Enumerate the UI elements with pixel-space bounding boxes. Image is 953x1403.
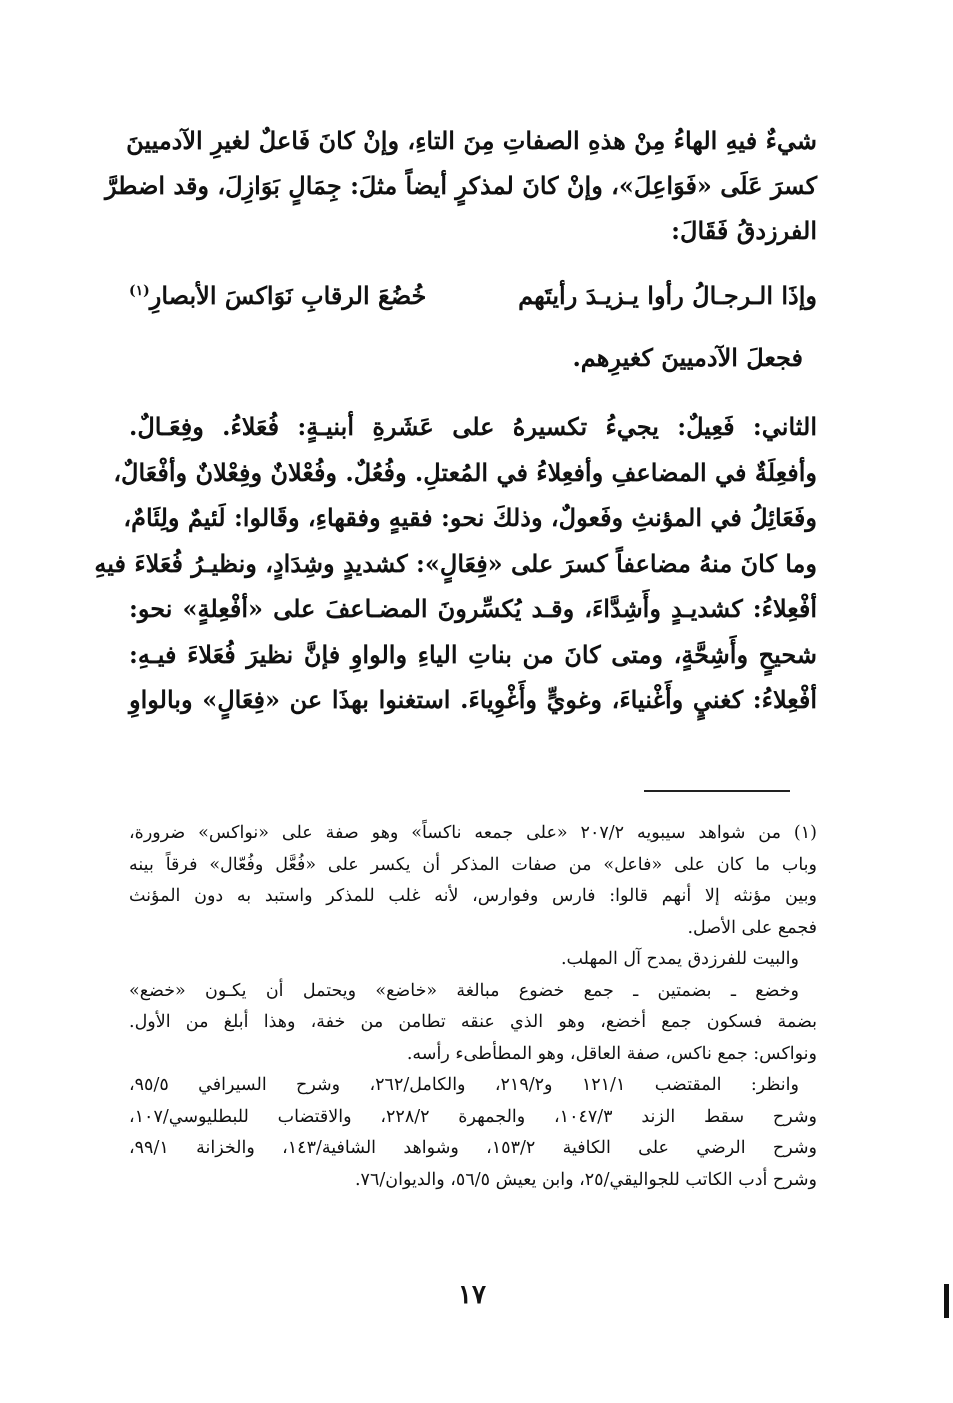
text-line: وما كانَ منهُ مضاعفاً كسرَ على «فِعَالٍ»: كشديدٍ وشِدَادٍ، ونظيـرُ فُعَلاءَ فيهِ [94, 548, 817, 578]
verse-comment: فجعلَ الآدميينَ كغيرِهم. [572, 343, 803, 372]
text-line: أفْعِلاءُ: كغنيٍ وأَغْنياءَ، وغويٍّ وأَغْوِياءَ. استغنوا بهذَا عن «فِعَالٍ» وبالواوِ [129, 685, 817, 714]
footnote-line: وشرح سقط الزند ١٠٤٧/٣، والجمهرة ٢٢٨/٢، والاقتضاب للبطليوسي/١٠٧، [129, 1106, 818, 1127]
footnote-line: بضمة فسكون جمع أخضع، وهو الذي عنقه تطامن من خفة، وهذا أبلغ من الأول. [129, 1012, 817, 1032]
page-number: ١٧ [458, 1280, 486, 1310]
page-edge-mark [944, 1284, 949, 1318]
footnote-line: وشرح الرضي على الكافية ١٥٣/٢، وشواهد الشافية/١٤٣، والخزانة ٩٩/١، [129, 1138, 817, 1158]
footnote-line: وبين مؤنثه إلا أنهم قالوا: فارس وفوارس، لأنه غلب للمذكر واستبد به دون المؤنث [129, 886, 817, 906]
text-line: شحيحٍ وأَشِحَّةٍ، ومتى كانَ من بناتِ الياءِ والواوِ فإنَّ نظيرَ فُعَلاءَ فيـهِ: [129, 639, 817, 669]
footnote-line: فجمع على الأصل. [687, 917, 817, 938]
verse-first-hemistich: وإذَا الـرجـالُ رأوا يـزيـدَ رأيتَهم [518, 281, 817, 310]
footnote-line: وانظر: المقتضب ١٢١/١ و٢١٩/٢، والكامل/٢٦٢، وشرح السيرافي ٩٥/٥، [129, 1075, 799, 1095]
footnotes [129, 818, 817, 1196]
text-line: شيءٌ فيهِ الهاءُ مِنْ هذهِ الصفاتِ مِنَ التاءِ، وإنْ كانَ فَاعلٌ لغيرِ الآدميينَ [126, 126, 817, 155]
text-line: وأفعِلَةٌ في المضاعفِ وأفعِلاءُ في المُعتلِ. وفُعُلٌ. وفُعْلانٌ وفِعْلانٌ وأفْعَالٌ، [113, 457, 817, 487]
footnote-line: وشرح أدب الكاتب للجواليقي/٢٥، وابن يعيش ٥٦/٥، والديوان/٧٦. [354, 1169, 817, 1190]
text-line: كسرَ عَلَى «فَوَاعِلَ»، وإنْ كانَ لمذكرٍ أيضاً مثلَ: جِمَالٍ بَوَازِلَ، وقد اضطرَّ [105, 171, 817, 200]
text-line: وفَعَائِلُ في المؤنثِ وفَعولٌ، وذلكَ نحو: فقيهٍ وفقهاءِ، وقَالوا: لَئيمٌ ولِئَامٌ، [123, 503, 817, 532]
poetry-verse [129, 273, 817, 318]
text-line: الثاني: فَعِيلٌ: يجيءُ تكسيرهُ على عَشَرةِ أبنيـةٍ: فُعَلاءُ. وفِعَـالٌ. [129, 412, 817, 441]
verse-second-hemistich: خُضُعَ الرقابِ نَوَاكسَ الأبصارِ$^{(١)}$ [129, 281, 427, 310]
footnote-line: وباب ما كان على «فاعل» من صفات المذكر أن يكسر على «فُعَّل وفُعّال» فرقاً بينه [129, 854, 817, 875]
footnote-line: وخضع ـ بضمتين ـ جمع خضوع مبالغة «خاضع» ويحتمل أن يكـون «خضع» [129, 980, 799, 1001]
paragraph-2 [94, 404, 817, 723]
footnote-line: (١) من شواهد سيبويه ٢٠٧/٢ «على جمعه ناكساً» وهو صفة على «نواكس» ضرورة، [129, 823, 817, 843]
footnote-line: والبيت للفرزدق يمدح آل المهلب. [560, 949, 799, 969]
text-line: الفرزدقُ فَقَالَ: [671, 216, 817, 245]
paragraph-1 [105, 118, 817, 253]
footnote-line: ونواكس: جمع ناكس، صفة العاقل، وهو المطأطىء رأسه. [406, 1043, 817, 1064]
footnote-separator [644, 790, 790, 792]
text-line: أفْعِلاءُ: كشديـدٍ وأَشِدَّاءَ، وقـد يُكسِّرونَ المضـاعفَ على «أفْعِلةٍ» نحو: [129, 594, 817, 623]
footnote-marker: (١) [129, 283, 150, 299]
